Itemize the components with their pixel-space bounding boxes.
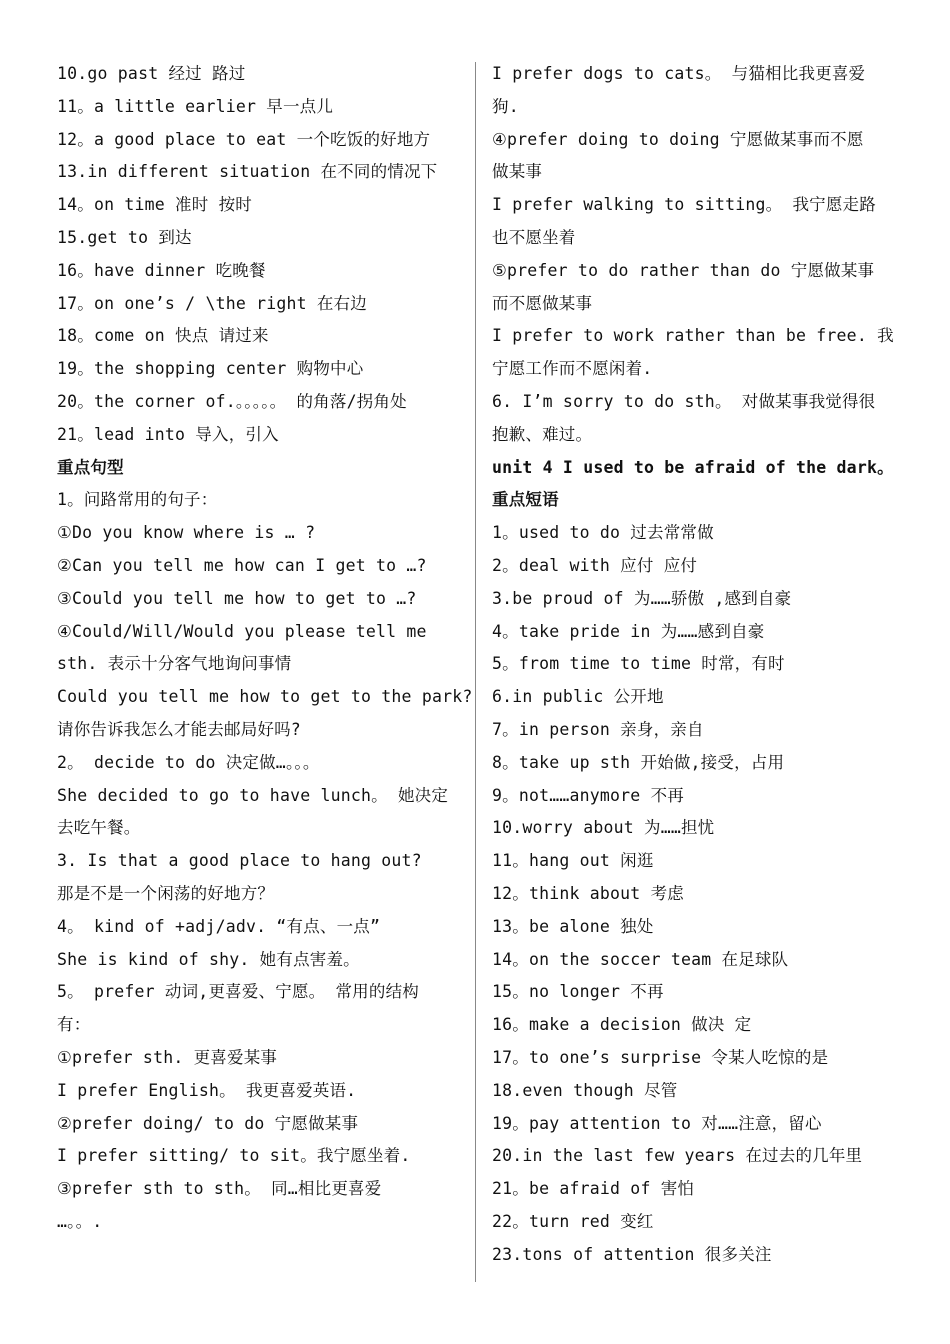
- text-line: I prefer dogs to cats。 与猫相比我更喜爱: [492, 64, 866, 83]
- text-line: ①prefer sth. 更喜爱某事: [57, 1047, 278, 1067]
- text-line: sth. 表示十分客气地询问事情: [57, 654, 292, 674]
- text-line: ②prefer doing/ to do 宁愿做某事: [57, 1113, 359, 1133]
- section-heading: 重点句型: [57, 457, 124, 477]
- right-column: [492, 58, 892, 1271]
- text-line: 16。make a decision 做决 定: [492, 1015, 752, 1035]
- text-line: I prefer English。 我更喜爱英语.: [57, 1080, 357, 1100]
- text-line: 3.be proud of 为……骄傲 ,感到自豪: [492, 588, 792, 608]
- text-line: I prefer walking to sitting。 我宁愿走路: [492, 195, 876, 215]
- text-line: 1。问路常用的句子：: [57, 490, 218, 510]
- text-line: 狗.: [492, 96, 519, 116]
- text-line: 20.in the last few years 在过去的几年里: [492, 1146, 863, 1166]
- text-line: 做某事: [492, 162, 543, 182]
- text-line: 18。come on 快点 请过来: [57, 326, 269, 346]
- text-line: ⑤prefer to do rather than do 宁愿做某事: [492, 260, 875, 280]
- text-line: 12。think about 考虑: [492, 883, 684, 903]
- text-line: 6.in public 公开地: [492, 687, 664, 707]
- text-line: 19。the shopping center 购物中心: [57, 359, 364, 379]
- text-line: 14。on the soccer team 在足球队: [492, 949, 789, 969]
- text-line: 请你告诉我怎么才能去邮局好吗?: [57, 719, 301, 739]
- text-line: 5。from time to time 时常，有时: [492, 654, 785, 674]
- left-column: [57, 58, 473, 1239]
- text-line: 8。take up sth 开始做,接受，占用: [492, 752, 785, 772]
- text-line: She decided to go to have lunch。 她决定: [57, 785, 449, 805]
- column-divider: [475, 62, 476, 1282]
- text-line: 18.even though 尽管: [492, 1080, 678, 1100]
- text-line: 2。deal with 应付 应付: [492, 555, 698, 575]
- text-line: 3. Is that a good place to hang out?: [57, 851, 422, 871]
- section-heading: 重点短语: [492, 490, 559, 510]
- text-line: ①Do you know where is … ?: [57, 523, 316, 543]
- text-line: ④prefer doing to doing 宁愿做某事而不愿: [492, 129, 864, 149]
- text-line: 21。be afraid of 害怕: [492, 1179, 695, 1199]
- text-line: 22。turn red 变红: [492, 1211, 654, 1231]
- text-line: ③Could you tell me how to get to …?: [57, 588, 417, 608]
- text-line: I prefer to work rather than be free. 我: [492, 326, 894, 346]
- text-line: 6. I’m sorry to do sth。 对做某事我觉得很: [492, 391, 876, 411]
- text-line: ②Can you tell me how can I get to …?: [57, 555, 427, 575]
- text-line: 10.go past 经过 路过: [57, 64, 246, 83]
- text-line: ③prefer sth to sth。 同…相比更喜爱: [57, 1179, 382, 1199]
- text-line: 23.tons of attention 很多关注: [492, 1244, 772, 1264]
- text-line: 20。the corner of.。。。。。 的角落/拐角处: [57, 391, 407, 411]
- text-line: 19。pay attention to 对……注意，留心: [492, 1113, 822, 1133]
- text-line: 11。a little earlier 早一点儿: [57, 96, 334, 116]
- text-line: 14。on time 准时 按时: [57, 195, 252, 215]
- text-line: 13.in different situation 在不同的情况下: [57, 162, 438, 182]
- text-line: 2。 decide to do 决定做…。。。: [57, 752, 320, 772]
- text-line: 1。used to do 过去常常做: [492, 523, 714, 543]
- text-line: 也不愿坐着: [492, 227, 576, 247]
- text-line: Could you tell me how to get to the park?: [57, 687, 473, 707]
- text-line: 4。take pride in 为……感到自豪: [492, 621, 765, 641]
- text-line: 5。 prefer 动词,更喜爱、宁愿。 常用的结构: [57, 982, 419, 1002]
- text-line: I prefer sitting/ to sit。我宁愿坐着.: [57, 1146, 411, 1166]
- text-line: 去吃午餐。: [57, 818, 141, 838]
- text-line: 那是不是一个闲荡的好地方？: [57, 883, 275, 903]
- text-line: 9。not……anymore 不再: [492, 785, 684, 805]
- text-line: 13。be alone 独处: [492, 916, 654, 936]
- text-line: 抱歉、难过。: [492, 424, 593, 444]
- text-line: 15.get to 到达: [57, 227, 192, 247]
- text-line: 15。no longer 不再: [492, 982, 664, 1002]
- text-line: …。。.: [57, 1211, 103, 1231]
- text-line: 21。lead into 导入，引入: [57, 424, 279, 444]
- text-line: 12。a good place to eat 一个吃饭的好地方: [57, 129, 431, 149]
- text-line: 17。on one’s / \the right 在右边: [57, 293, 368, 313]
- text-line: 宁愿工作而不愿闲着.: [492, 359, 653, 379]
- text-line: 17。to one’s surprise 令某人吃惊的是: [492, 1047, 829, 1067]
- text-line: 4。 kind of +adj/adv. “有点、一点”: [57, 916, 381, 936]
- text-line: 7。in person 亲身，亲自: [492, 719, 704, 739]
- text-line: She is kind of shy. 她有点害羞。: [57, 949, 360, 969]
- text-line: 有：: [57, 1015, 91, 1035]
- text-line: 11。hang out 闲逛: [492, 851, 654, 871]
- text-line: 10.worry about 为……担忧: [492, 818, 715, 838]
- text-line: 16。have dinner 吃晚餐: [57, 260, 266, 280]
- text-line: 而不愿做某事: [492, 293, 593, 313]
- text-line: ④Could/Will/Would you please tell me: [57, 621, 427, 641]
- section-heading: unit 4 I used to be afraid of the dark。: [492, 457, 894, 477]
